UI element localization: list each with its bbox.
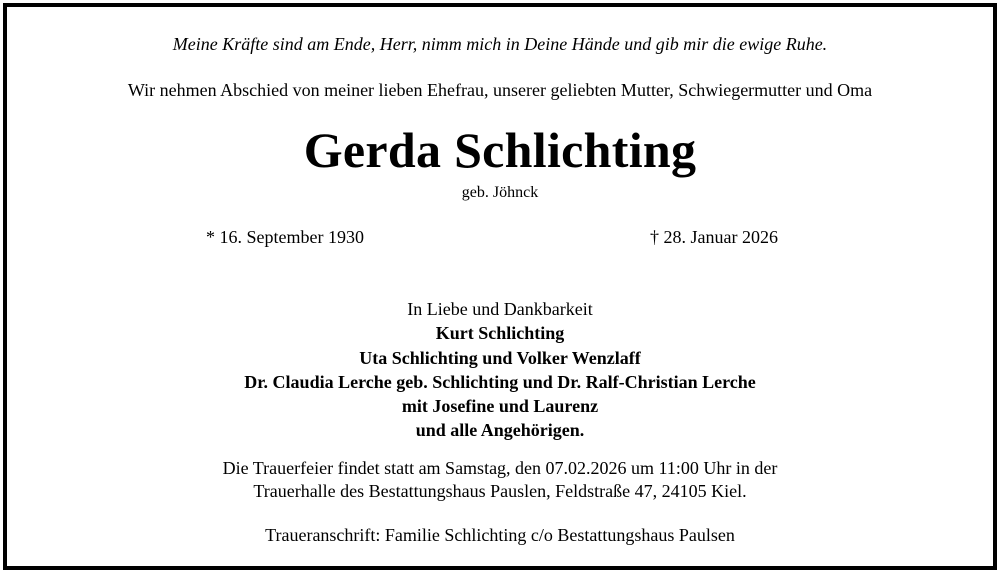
mourners-block — [0, 297, 1000, 443]
mourner-name: Dr. Claudia Lerche geb. Schlichting und Dr. Ralf-Christian Lerche — [244, 371, 756, 392]
mourner-name: mit Josefine und Laurenz — [401, 396, 599, 417]
service-line: Die Trauerfeier findet statt am Samstag, den 07.02.2026 um 11:00 Uhr in der — [222, 458, 778, 478]
death-date: † 28. Januar 2026 — [650, 227, 778, 247]
birth-date: * 16. September 1930 — [206, 227, 364, 247]
deceased-name: Gerda Schlichting — [303, 122, 697, 178]
quote: Meine Kräfte sind am Ende, Herr, nimm mich in Deine Hände und gib mir die ewige Ruhe. — [172, 34, 828, 54]
mourner-name: und alle Angehörigen. — [415, 420, 585, 441]
birth-name: geb. Jöhnck — [461, 184, 539, 201]
intro-text: Wir nehmen Abschied von meiner lieben Ehefrau, unserer geliebten Mutter, Schwiegermutter und Oma — [127, 80, 873, 100]
service-line: Trauerhalle des Bestattungshaus Pauslen, Feldstraße 47, 24105 Kiel. — [253, 481, 747, 501]
mourner-name: Kurt Schlichting — [435, 323, 565, 344]
mourning-address: Traueranschrift: Familie Schlichting c/o Bestattungshaus Paulsen — [265, 525, 735, 545]
mourner-name: Uta Schlichting und Volker Wenzlaff — [359, 347, 641, 368]
mourners-intro: In Liebe und Dankbarkeit — [407, 299, 593, 319]
service-info — [0, 457, 1000, 503]
